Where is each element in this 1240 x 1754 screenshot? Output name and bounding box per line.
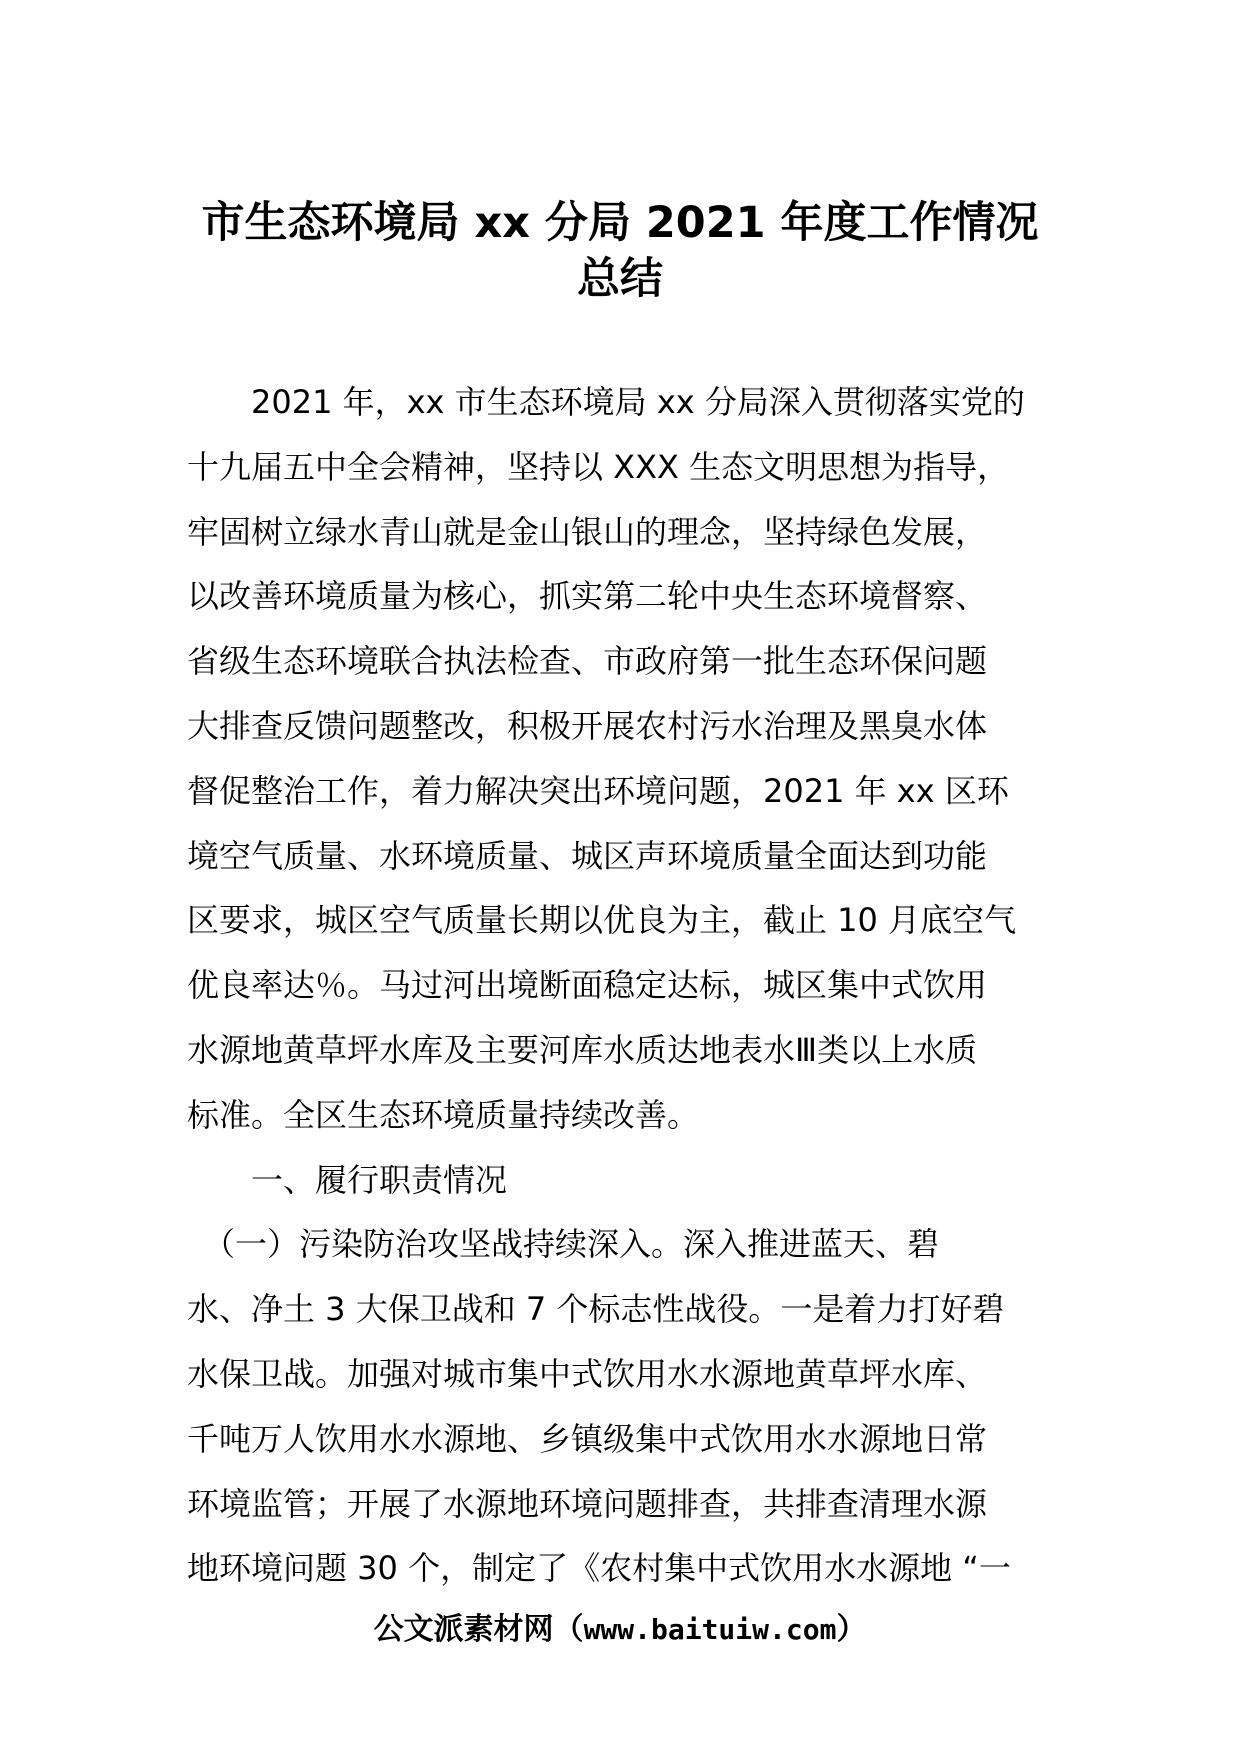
body-line: 千吨万人饮用水水源地、乡镇级集中式饮用水水源地日常 [187, 1419, 988, 1458]
document-title [150, 195, 1090, 307]
title-line-1: 市生态环境局 xx 分局 2021 年度工作情况 [201, 198, 1039, 248]
body-line: 2021 年，xx 市生态环境局 xx 分局深入贯彻落实党的 [187, 383, 1025, 421]
body-line: 十九届五中全会精神，坚持以 XXX 生态文明思想为指导， [187, 447, 1010, 486]
body-line: 水、净土 3 大保卫战和 7 个标志性战役。一是着力打好碧 [187, 1290, 1005, 1329]
body-line: 标准。全区生态环境质量持续改善。 [187, 1095, 700, 1134]
footer-url[interactable]: www.baituiw.com [583, 1613, 837, 1646]
section-heading: 一、履行职责情况 [187, 1160, 508, 1199]
document-body [187, 370, 1055, 1601]
footer-watermark [0, 1610, 1240, 1650]
body-line: 以改善环境质量为核心，抓实第二轮中央生态环境督察、 [187, 577, 988, 616]
body-line: 水源地黄草坪水库及主要河库水质达地表水Ⅲ类以上水质 [187, 1030, 978, 1069]
footer-close-paren: ） [836, 1612, 867, 1647]
footer-site-name: 公文派素材网（ [373, 1612, 584, 1647]
body-line: 省级生态环境联合执法检查、市政府第一批生态环保问题 [187, 642, 988, 681]
body-line: 督促整治工作，着力解决突出环境问题，2021 年 xx 区环 [187, 771, 1009, 810]
body-line: 水保卫战。加强对城市集中式饮用水水源地黄草坪水库、 [187, 1354, 988, 1393]
body-line: （一）污染防治攻坚战持续深入。深入推进蓝天、碧 [187, 1225, 940, 1264]
body-line: 境空气质量、水环境质量、城区声环境质量全面达到功能 [187, 836, 988, 875]
body-line: 区要求，城区空气质量长期以优良为主，截止 10 月底空气 [187, 901, 1017, 940]
body-line: 优良率达％。马过河出境断面稳定达标，城区集中式饮用 [187, 966, 988, 1005]
title-line-2: 总结 [577, 254, 663, 304]
body-line: 环境监管；开展了水源地环境问题排查，共排查清理水源 [187, 1484, 988, 1523]
body-line: 地环境问题 30 个，制定了《农村集中式饮用水水源地 “一 [187, 1549, 1011, 1588]
body-line: 大排查反馈问题整改，积极开展农村污水治理及黑臭水体 [187, 706, 988, 745]
body-line: 牢固树立绿水青山就是金山银山的理念，坚持绿色发展， [187, 512, 988, 551]
